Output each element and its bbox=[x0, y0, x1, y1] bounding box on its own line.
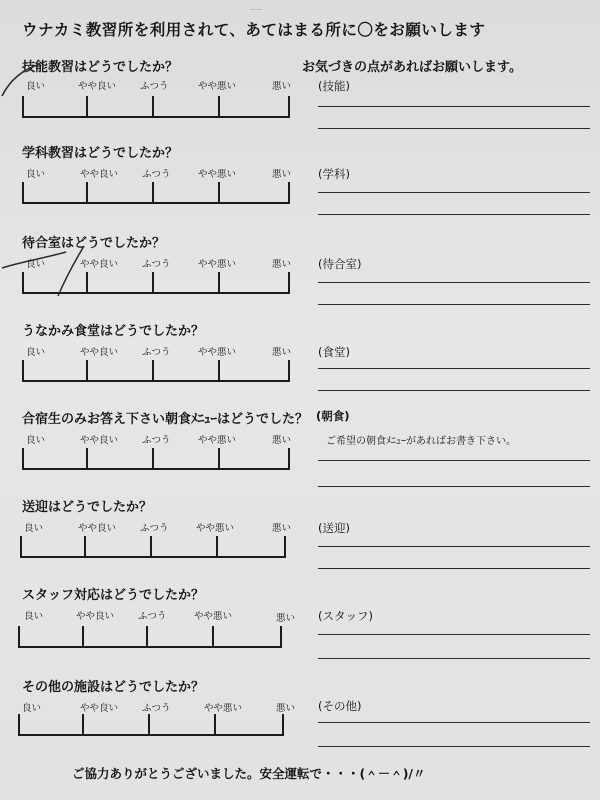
comment-label: (送迎) bbox=[318, 521, 350, 535]
scale-label-fairly-bad: やや悪い bbox=[196, 523, 235, 534]
scale-label-bad: 悪い bbox=[272, 169, 292, 180]
comment-label: (技能) bbox=[318, 79, 350, 93]
scale-label-average: ふつう bbox=[142, 347, 171, 358]
scale-label-fairly-good: やや良い bbox=[80, 347, 119, 358]
scale-label-fairly-bad: やや悪い bbox=[198, 347, 237, 358]
scale-label-bad: 悪い bbox=[272, 81, 292, 92]
scale-label-good: 良い bbox=[22, 703, 42, 714]
question-label: うなかみ食堂はどうでしたか？ bbox=[22, 324, 205, 339]
scale-label-fairly-bad: やや悪い bbox=[198, 435, 237, 446]
scale-label-good: 良い bbox=[26, 347, 46, 358]
comment-line[interactable] bbox=[318, 658, 590, 659]
rating-scale[interactable] bbox=[20, 538, 286, 558]
rating-scale[interactable] bbox=[18, 716, 284, 736]
rating-scale[interactable] bbox=[22, 450, 290, 470]
comment-line[interactable] bbox=[318, 368, 590, 369]
scale-label-average: ふつう bbox=[140, 523, 169, 534]
scale-label-bad: 悪い bbox=[276, 613, 296, 624]
comment-label: (待合室) bbox=[318, 257, 362, 271]
scale-label-bad: 悪い bbox=[272, 347, 292, 358]
scale-label-bad: 悪い bbox=[272, 435, 292, 446]
scale-label-average: ふつう bbox=[138, 611, 167, 622]
comment-label: (食堂) bbox=[318, 345, 350, 359]
scale-label-fairly-good: やや良い bbox=[80, 259, 119, 270]
scale-label-average: ふつう bbox=[142, 259, 171, 270]
scale-label-fairly-good: やや良い bbox=[80, 169, 119, 180]
comment-line[interactable] bbox=[318, 568, 590, 569]
question-label: 待合室はどうでしたか？ bbox=[22, 236, 166, 251]
scale-label-good: 良い bbox=[26, 435, 46, 446]
question-label: スタッフ対応はどうでしたか？ bbox=[22, 588, 205, 603]
rating-scale[interactable] bbox=[22, 98, 290, 118]
comment-line[interactable] bbox=[318, 486, 590, 487]
comment-line[interactable] bbox=[318, 634, 590, 635]
rating-scale[interactable] bbox=[18, 628, 282, 648]
scale-label-average: ふつう bbox=[142, 703, 171, 714]
scale-label-fairly-bad: やや悪い bbox=[198, 259, 237, 270]
scale-label-average: ふつう bbox=[142, 169, 171, 180]
scale-label-good: 良い bbox=[26, 259, 46, 270]
comment-line[interactable] bbox=[318, 106, 590, 107]
comment-label: (学科) bbox=[318, 167, 350, 181]
comment-line[interactable] bbox=[318, 282, 590, 283]
question-label: 合宿生のみお答え下さい朝食ﾒﾆｭｰはどうでした？ bbox=[22, 412, 309, 427]
comment-line[interactable] bbox=[318, 746, 590, 747]
scale-label-good: 良い bbox=[26, 81, 46, 92]
comment-header: お気づきの点があればお願いします。 bbox=[302, 60, 522, 75]
scale-label-fairly-bad: やや悪い bbox=[198, 169, 237, 180]
scale-label-fairly-good: やや良い bbox=[80, 435, 119, 446]
comment-label: (朝食) bbox=[316, 409, 350, 423]
question-label: その他の施設はどうでしたか？ bbox=[22, 680, 205, 695]
comment-line[interactable] bbox=[318, 214, 590, 215]
comment-line[interactable] bbox=[318, 460, 590, 461]
comment-label: (スタッフ) bbox=[318, 609, 373, 623]
scale-label-fairly-good: やや良い bbox=[78, 81, 117, 92]
question-label: 送迎はどうでしたか？ bbox=[22, 500, 153, 515]
survey-title: ウナカミ教習所を利用されて、あてはまる所に〇をお願いします bbox=[22, 21, 486, 39]
scale-label-good: 良い bbox=[24, 523, 44, 534]
scale-label-fairly-good: やや良い bbox=[78, 523, 117, 534]
comment-line[interactable] bbox=[318, 546, 590, 547]
scale-label-fairly-bad: やや悪い bbox=[198, 81, 237, 92]
comment-line[interactable] bbox=[318, 390, 590, 391]
scale-label-fairly-good: やや良い bbox=[80, 703, 119, 714]
comment-line[interactable] bbox=[318, 128, 590, 129]
comment-label: (その他) bbox=[318, 699, 362, 713]
rating-scale[interactable] bbox=[22, 184, 290, 204]
scale-label-average: ふつう bbox=[140, 81, 169, 92]
comment-line[interactable] bbox=[318, 722, 590, 723]
scale-label-good: 良い bbox=[26, 169, 46, 180]
rating-scale[interactable] bbox=[22, 274, 290, 294]
question-label: 技能教習はどうでしたか？ bbox=[22, 60, 179, 75]
scale-label-fairly-good: やや良い bbox=[76, 611, 115, 622]
scale-label-good: 良い bbox=[24, 611, 44, 622]
breakfast-menu-note: ご希望の朝食ﾒﾆｭｰがあればお書き下さい。 bbox=[326, 436, 516, 447]
scale-label-average: ふつう bbox=[142, 435, 171, 446]
comment-line[interactable] bbox=[318, 304, 590, 305]
scale-label-bad: 悪い bbox=[272, 523, 292, 534]
rating-scale[interactable] bbox=[22, 362, 290, 382]
question-label: 学科教習はどうでしたか？ bbox=[22, 146, 179, 161]
scale-label-fairly-bad: やや悪い bbox=[204, 703, 243, 714]
scale-label-fairly-bad: やや悪い bbox=[194, 611, 233, 622]
scale-label-bad: 悪い bbox=[272, 259, 292, 270]
comment-line[interactable] bbox=[318, 192, 590, 193]
closing-message: ご協力ありがとうございました。安全運転で・・・(＾－＾)/〃 bbox=[72, 766, 426, 781]
bleed-through-text: ― bbox=[250, 2, 262, 16]
scale-label-bad: 悪い bbox=[276, 703, 296, 714]
